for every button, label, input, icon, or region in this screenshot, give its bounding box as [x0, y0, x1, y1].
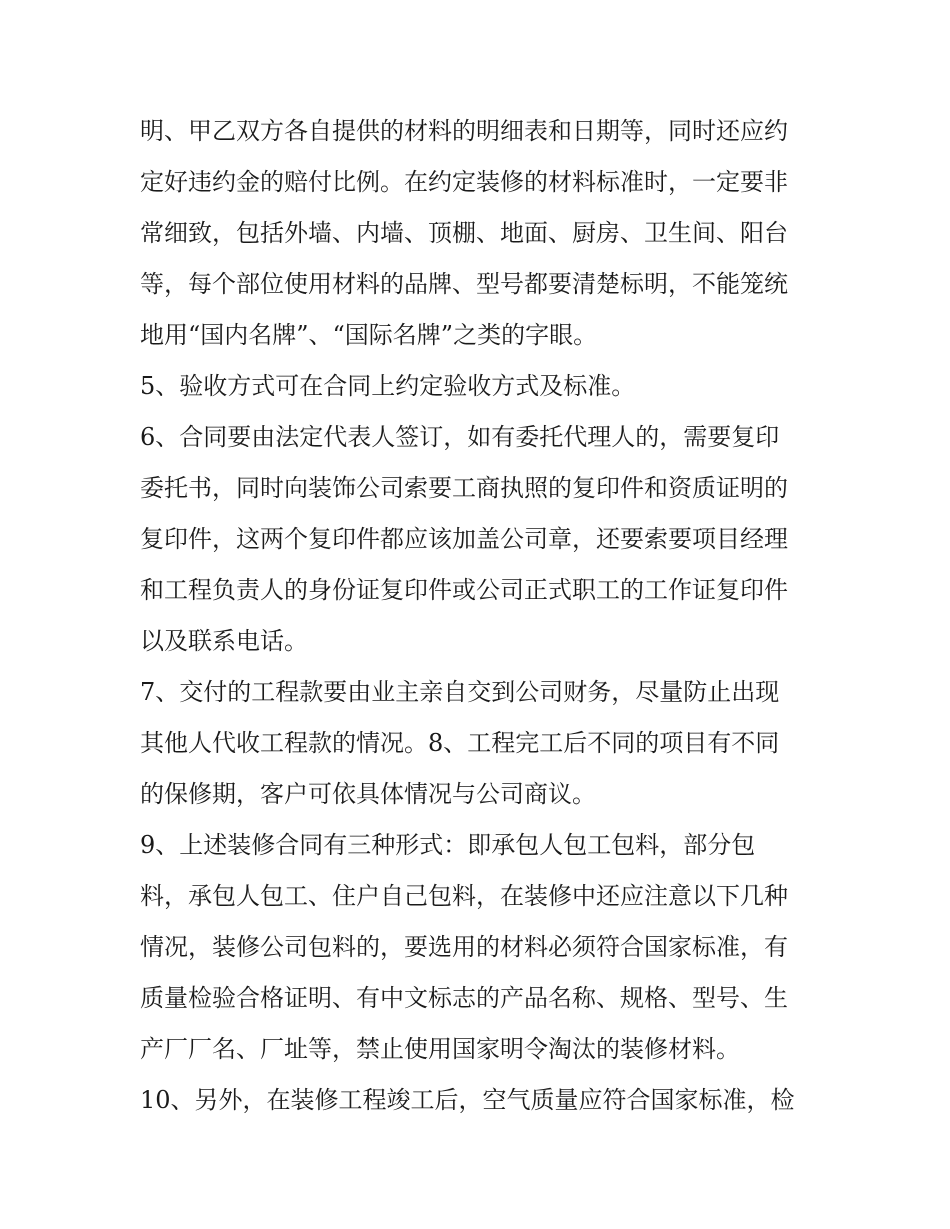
- text-line: 9、上述装修合同有三种形式：即承包人包工包料，部分包: [140, 831, 756, 859]
- text-line: 复印件，这两个复印件都应该加盖公司章，还要索要项目经理: [140, 525, 788, 553]
- text-line: 其他人代收工程款的情况。8、工程完工后不同的项目有不同: [140, 729, 780, 757]
- text-line: 产厂厂名、厂址等，禁止使用国家明令淘汰的装修材料。: [140, 1035, 740, 1063]
- text-line: 和工程负责人的身份证复印件或公司正式职工的工作证复印件: [140, 576, 788, 604]
- text-line: 以及联系电话。: [140, 627, 308, 655]
- text-line: 委托书，同时向装饰公司索要工商执照的复印件和资质证明的: [140, 474, 788, 502]
- text-line: 6、合同要由法定代表人签订，如有委托代理人的，需要复印: [140, 423, 780, 451]
- text-line: 质量检验合格证明、有中文标志的产品名称、规格、型号、生: [140, 984, 788, 1012]
- text-line: 常细致，包括外墙、内墙、顶棚、地面、厨房、卫生间、阳台: [140, 219, 788, 247]
- text-line: 明、甲乙双方各自提供的材料的明细表和日期等，同时还应约: [140, 117, 788, 145]
- text-line: 的保修期，客户可依具体情况与公司商议。: [140, 780, 596, 808]
- text-line: 10、另外，在装修工程竣工后，空气质量应符合国家标准，检: [140, 1086, 795, 1114]
- text-line: 定好违约金的赔付比例。在约定装修的材料标准时，一定要非: [140, 168, 788, 196]
- text-line: 地用“国内名牌”、“国际名牌”之类的字眼。: [140, 321, 598, 349]
- text-line: 料，承包人包工、住户自己包料，在装修中还应注意以下几种: [140, 882, 788, 910]
- body-text: [140, 106, 820, 1126]
- text-line: 情况，装修公司包料的，要选用的材料必须符合国家标准，有: [140, 933, 788, 961]
- text-line: 7、交付的工程款要由业主亲自交到公司财务，尽量防止出现: [140, 678, 780, 706]
- text-line: 等，每个部位使用材料的品牌、型号都要清楚标明，不能笼统: [140, 270, 788, 298]
- text-line: 5、验收方式可在合同上约定验收方式及标准。: [140, 372, 636, 400]
